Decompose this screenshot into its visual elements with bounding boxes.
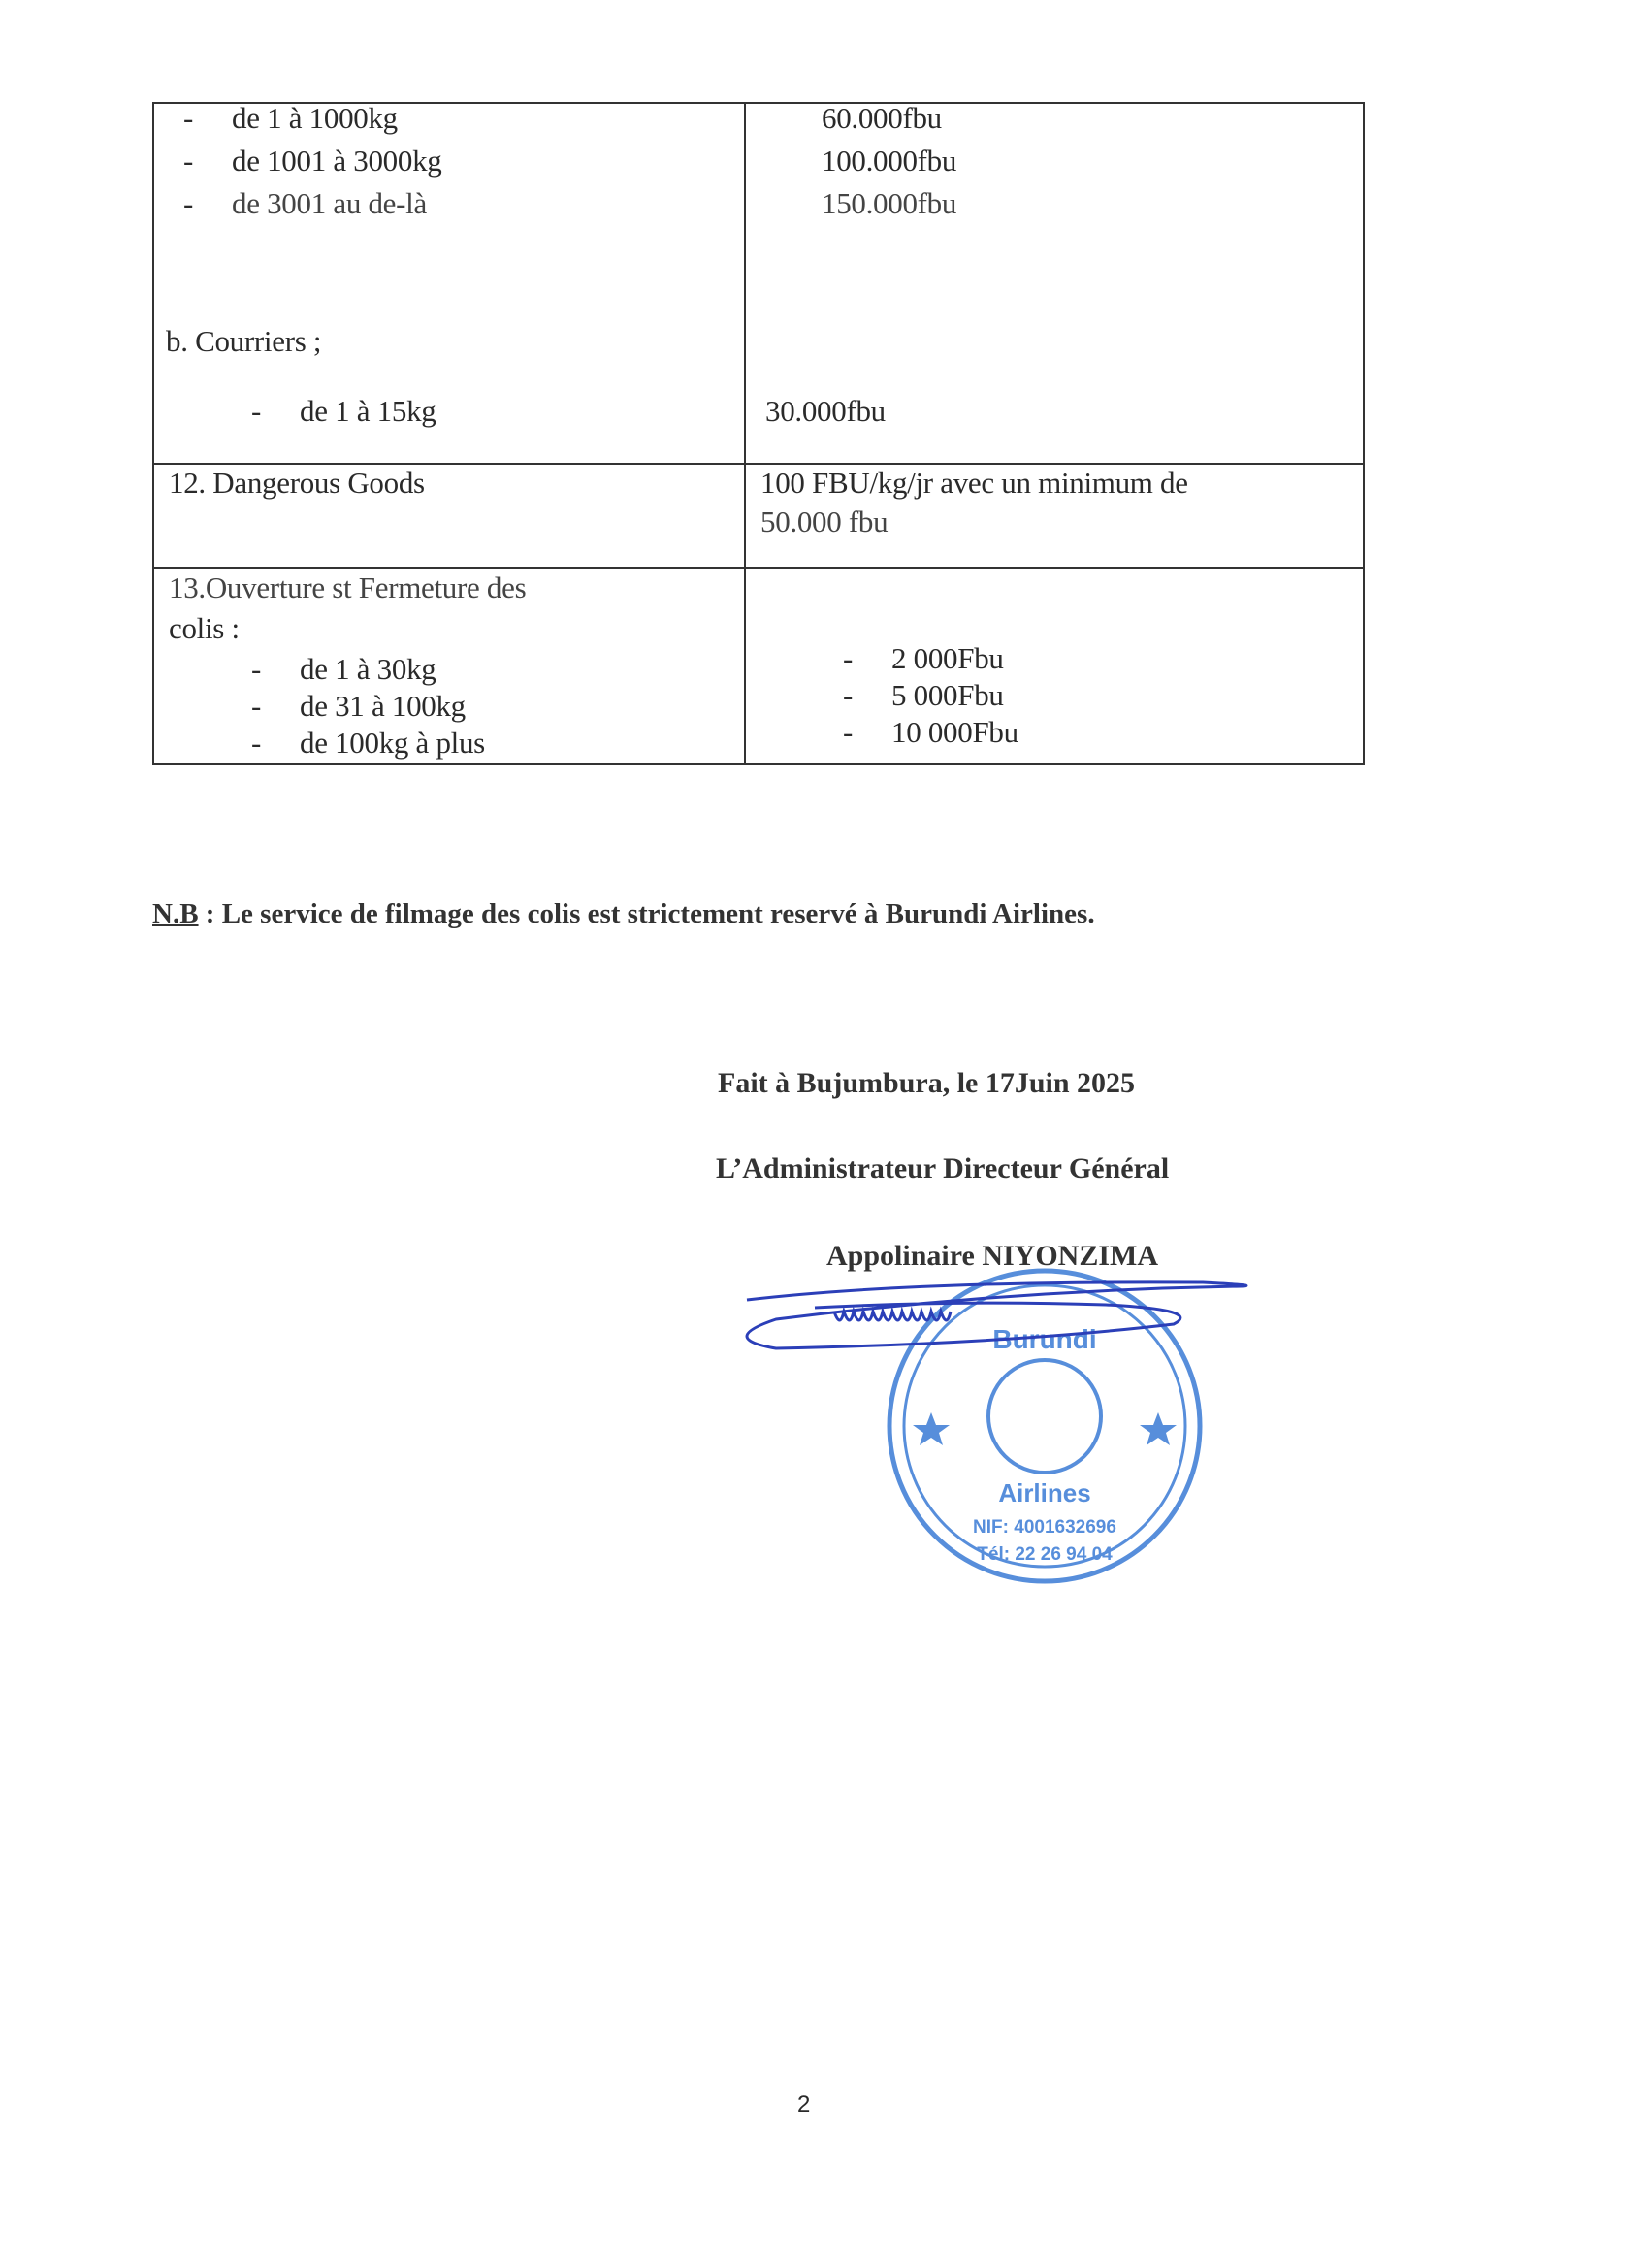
price: 60.000fbu — [822, 101, 942, 135]
colis-heading: colis : — [169, 611, 240, 645]
stamp-and-signature — [718, 1232, 1319, 1601]
column-divider — [744, 104, 746, 763]
signatory-name: Appolinaire NIYONZIMA — [826, 1240, 1158, 1272]
svg-text:Tél: 22 26 94 04: Tél: 22 26 94 04 — [977, 1544, 1113, 1565]
bullet: - — [251, 726, 262, 760]
place-date: Fait à Bujumbura, le 17Juin 2025 — [718, 1067, 1136, 1099]
price: 10 000Fbu — [891, 715, 1018, 749]
tariff-table — [152, 102, 1365, 765]
dangerous-goods-label: 12. Dangerous Goods — [169, 466, 425, 500]
bullet: - — [251, 689, 262, 723]
price: 30.000fbu — [765, 394, 886, 428]
bullet: - — [843, 715, 854, 749]
weight-range: de 1 à 15kg — [300, 394, 436, 428]
price: 100.000fbu — [822, 144, 957, 178]
bullet: - — [183, 186, 194, 220]
star-icon — [1140, 1412, 1177, 1445]
svg-text:NIF: 4001632696: NIF: 4001632696 — [973, 1517, 1116, 1538]
bullet: - — [251, 652, 262, 686]
price: 150.000fbu — [822, 186, 957, 220]
bullet: - — [183, 101, 194, 135]
price: 5 000Fbu — [891, 678, 1004, 712]
weight-range: de 1 à 30kg — [300, 652, 436, 686]
signatory-title: L’Administrateur Directeur Général — [716, 1152, 1170, 1184]
svg-text:Burundi: Burundi — [992, 1324, 1097, 1354]
weight-range: de 1 à 1000kg — [232, 101, 398, 135]
weight-range: de 100kg à plus — [300, 726, 485, 760]
dangerous-goods-price: 50.000 fbu — [760, 504, 889, 538]
bullet: - — [251, 394, 262, 428]
page-number: 2 — [797, 2091, 811, 2118]
weight-range: de 1001 à 3000kg — [232, 144, 442, 178]
note-prefix: N.B — [152, 898, 199, 929]
note-text: : Le service de filmage des colis est strictement reservé à Burundi Airlines. — [198, 898, 1095, 929]
courriers-heading: b. Courriers ; — [166, 324, 322, 358]
svg-text:Airlines: Airlines — [998, 1478, 1091, 1507]
bullet: - — [843, 678, 854, 712]
colis-heading: 13.Ouverture st Fermeture des — [169, 570, 527, 604]
dangerous-goods-price: 100 FBU/kg/jr avec un minimum de — [760, 466, 1188, 500]
company-stamp — [889, 1271, 1200, 1581]
bullet: - — [843, 641, 854, 675]
price: 2 000Fbu — [891, 641, 1004, 675]
weight-range: de 3001 au de-là — [232, 186, 427, 220]
row-divider — [154, 463, 1363, 465]
weight-range: de 31 à 100kg — [300, 689, 466, 723]
row-divider — [154, 567, 1363, 569]
star-icon — [913, 1412, 950, 1445]
bullet: - — [183, 144, 194, 178]
note — [152, 897, 1095, 930]
